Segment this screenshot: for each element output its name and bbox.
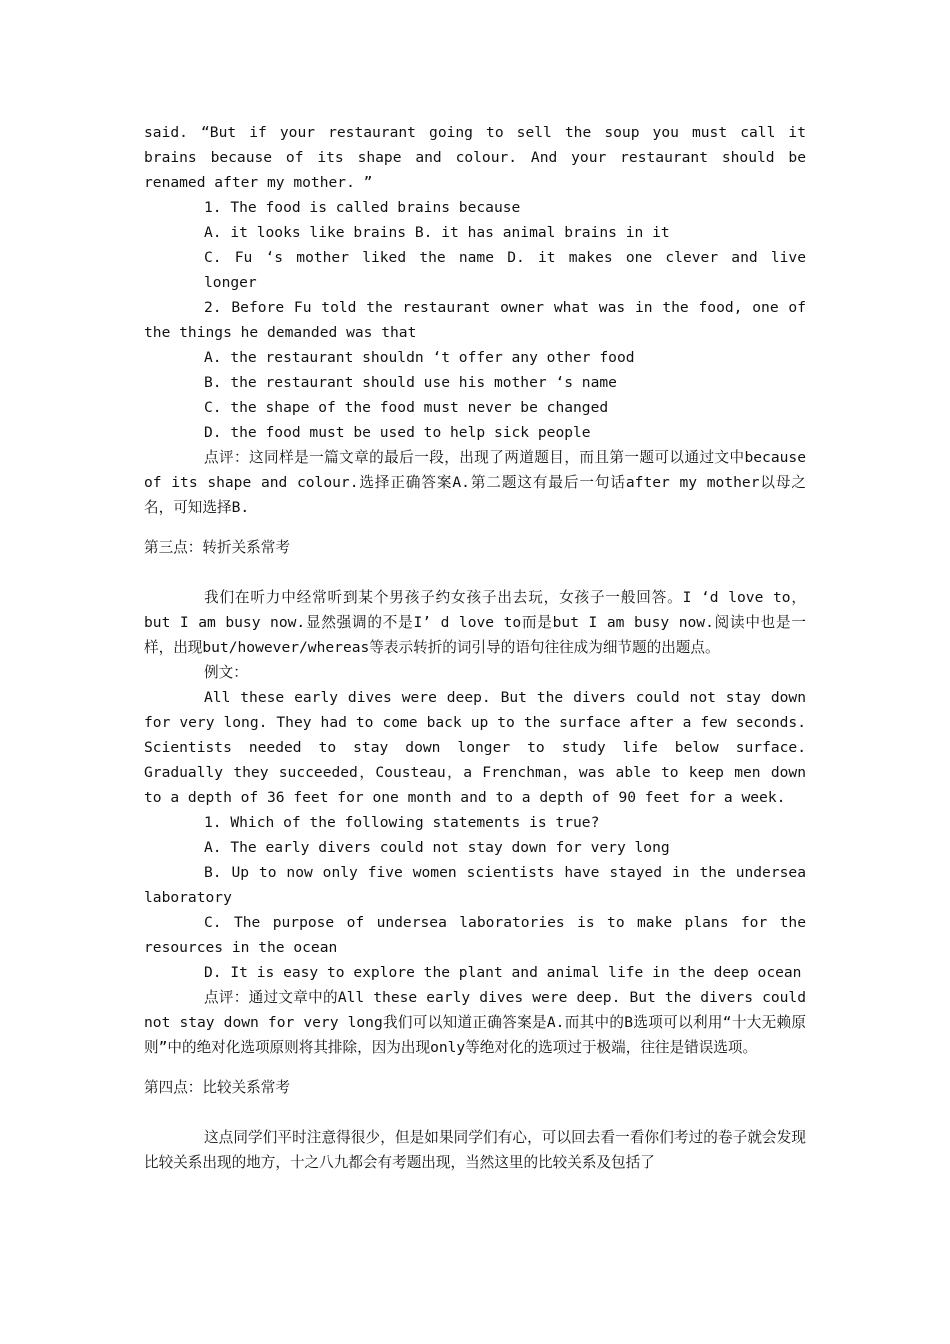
question-3-1-option-a: A. The early divers could not stay down for very long (204, 839, 670, 856)
example-passage: All these early dives were deep. But the divers could not stay down for very long. They had to come back up to the surface after a few seconds. Scientists needed to stay down longer to study life below surface. Gradually they succeeded，Cousteau，a Frenchman，was able to keep men down to a depth of 36 feet for one month and to a depth of 90 feet for a week. (144, 689, 806, 806)
question-3-1-option-d: D. It is easy to explore the plant and animal life in the deep ocean (204, 964, 802, 981)
section-4-intro: 这点同学们平时注意得很少，但是如果同学们有心，可以回去看一看你们考过的卷子就会发现比较关系出现的地方，十之八九都会有考题出现，当然这里的比较关系及包括了 (144, 1129, 806, 1171)
question-3-1-option-b: B. Up to now only five women scientists have stayed in the undersea laboratory (144, 864, 806, 906)
question-2: 2. Before Fu told the restaurant owner what was in the food, one of the things he demanded was that (144, 299, 806, 341)
question-3-1-option-c: C. The purpose of undersea laboratories is to make plans for the resources in the ocean (144, 914, 806, 956)
section-3-intro: 我们在听力中经常听到某个男孩子约女孩子出去玩，女孩子一般回答。I ‘d love to， but I am busy now.显然强调的不是I’ d love to而是but I am busy now.阅读中也是一样，出现but/however/whereas等表示转折的词引导的语句往往成为细节题的出题点。 (144, 589, 806, 656)
section-4-heading: 第四点：比较关系常考 (144, 1079, 290, 1096)
passage-ending: said. “But if your restaurant going to sell the soup you must call it brains because of its shape and colour. And your restaurant should be renamed after my mother. ” (144, 124, 806, 191)
question-2-option-a: A. the restaurant shouldn ‘t offer any other food (204, 349, 635, 366)
question-1-options-cd: C. Fu ‘s mother liked the name D. it makes one clever and live longer (204, 249, 806, 291)
question-1-options-ab: A. it looks like brains B. it has animal brains in it (204, 224, 670, 241)
question-2-option-b: B. the restaurant should use his mother ‘s name (204, 374, 617, 391)
question-2-option-c: C. the shape of the food must never be changed (204, 399, 609, 416)
comment-section-2: 点评：这同样是一篇文章的最后一段，出现了两道题目，而且第一题可以通过文中because of its shape and colour.选择正确答案A.第二题这有最后一句话after my mother以母之名，可知选择B. (144, 449, 806, 516)
question-3-1: 1. Which of the following statements is true? (204, 814, 600, 831)
section-3-heading: 第三点：转折关系常考 (144, 539, 290, 556)
document-page (144, 120, 806, 1175)
question-2-option-d: D. the food must be used to help sick people (204, 424, 591, 441)
question-1: 1. The food is called brains because (204, 199, 521, 216)
example-label: 例文： (204, 664, 248, 681)
comment-section-3: 点评：通过文章中的All these early dives were deep. But the divers could not stay down for very long我们可以知道正确答案是A.而其中的B选项可以利用“十大无赖原则”中的绝对化选项原则将其排除，因为出现only等绝对化的选项过于极端，往往是错误选项。 (144, 989, 806, 1056)
